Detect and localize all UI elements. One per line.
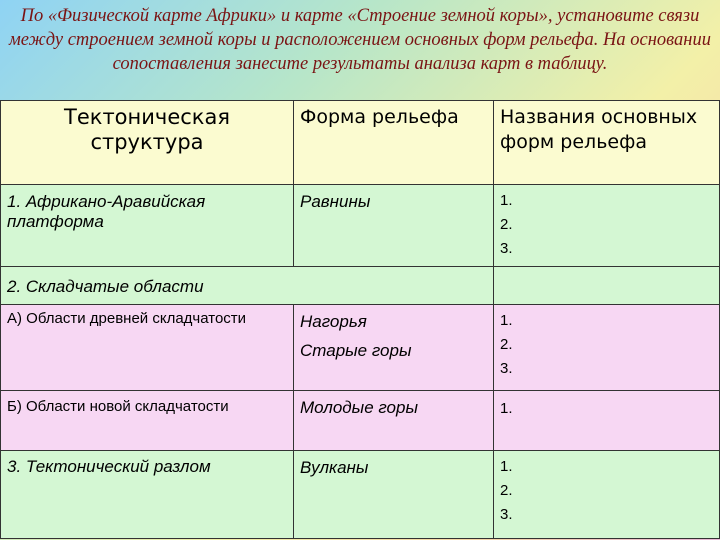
landform-item: Вулканы: [300, 458, 369, 477]
table-row: [1, 267, 720, 305]
answer-line: 2.: [500, 482, 513, 499]
answer-line: 2.: [500, 336, 513, 353]
landform-cell: [294, 391, 494, 451]
header-names: Названия основных форм рельефа: [494, 101, 720, 185]
table-row: [1, 391, 720, 451]
structure-cell: 3. Тектонический разлом: [1, 451, 294, 539]
answer-line: 1.: [500, 312, 513, 329]
landform-cell: [294, 305, 494, 391]
answer-line: 3.: [500, 240, 513, 257]
task-heading: По «Физической карте Африки» и карте «Строение земной коры», установите связи между строением земной коры и расположением основных форм рельефа. На основании сопоставления занесите результаты анализа карт в таблицу.: [9, 6, 711, 74]
answer-cell[interactable]: [494, 185, 720, 267]
table-row: [1, 451, 720, 539]
answer-line: 1.: [500, 192, 513, 209]
answer-line: 1.: [500, 400, 513, 417]
structure-cell: А) Области древней складчатости: [1, 305, 294, 391]
answer-cell[interactable]: [494, 451, 720, 539]
landform-item: Равнины: [300, 192, 371, 211]
landform-item: Нагорья: [300, 312, 367, 331]
table-row: [1, 185, 720, 267]
header-structure: Тектоническая структура: [1, 101, 294, 185]
structure-cell: Б) Области новой складчатости: [1, 391, 294, 451]
landform-cell: [294, 451, 494, 539]
tectonics-table: [0, 100, 720, 539]
landform-item: Старые горы: [300, 341, 412, 360]
answer-line: 3.: [500, 506, 513, 523]
answer-line: 3.: [500, 360, 513, 377]
landform-cell: [294, 185, 494, 267]
table-header-row: [1, 101, 720, 185]
landform-item: Молодые горы: [300, 398, 418, 417]
answer-line: 2.: [500, 216, 513, 233]
answer-line: 1.: [500, 458, 513, 475]
answer-cell[interactable]: [494, 305, 720, 391]
structure-cell: 1. Африкано-Аравийская платформа: [1, 185, 294, 267]
header-landform: Форма рельефа: [294, 101, 494, 185]
table-row: [1, 305, 720, 391]
answer-cell[interactable]: [494, 267, 720, 305]
answer-cell[interactable]: [494, 391, 720, 451]
structure-cell: 2. Складчатые области: [1, 267, 494, 305]
